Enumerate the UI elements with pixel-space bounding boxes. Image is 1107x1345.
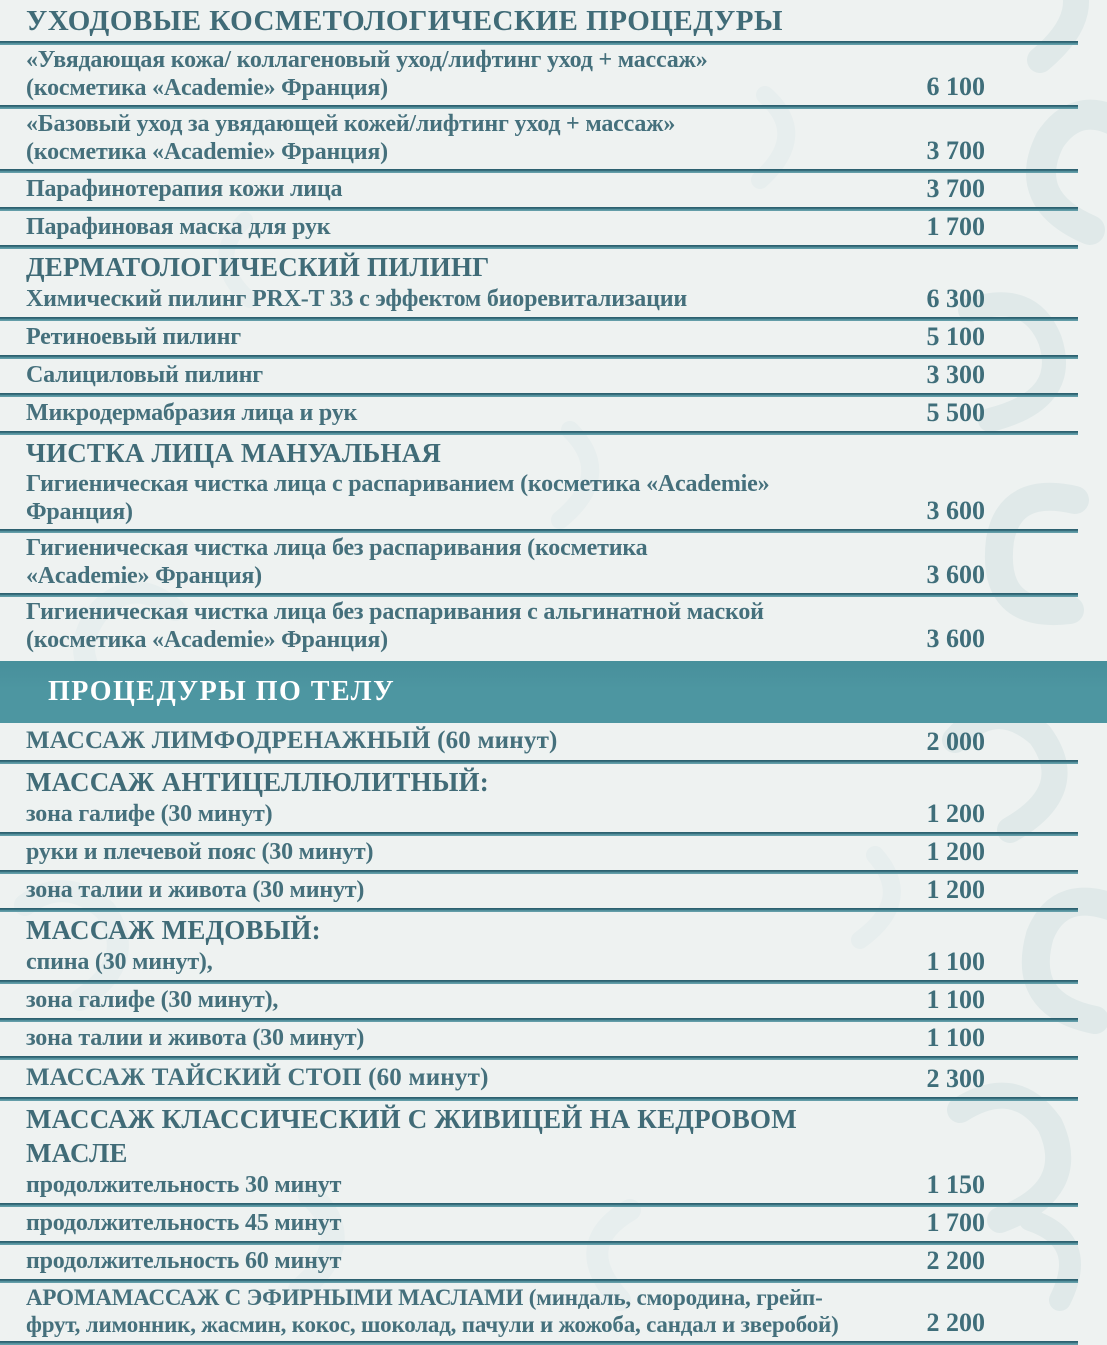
service-line: Ретиноевый пилинг bbox=[26, 324, 241, 350]
service-name bbox=[26, 360, 881, 390]
service-line: МАССАЖ ЛИМФОДРЕНАЖНЫЙ (60 минут) bbox=[26, 727, 558, 754]
service-name bbox=[26, 322, 881, 352]
price-value: 1 100 bbox=[926, 1023, 985, 1052]
service-name bbox=[26, 436, 881, 526]
price-value: 1 100 bbox=[926, 985, 985, 1014]
service-line: АРОМАМАССАЖ С ЭФИРНЫМИ МАСЛАМИ (миндаль, смородина, грейп- bbox=[26, 1285, 823, 1310]
price-row bbox=[0, 321, 1107, 355]
service-line: «Базовый уход за увядающей кожей/лифтинг уход + массаж» bbox=[26, 111, 676, 137]
service-name bbox=[26, 534, 881, 590]
body-section-banner bbox=[0, 661, 1107, 723]
service-name bbox=[26, 837, 881, 867]
price-row bbox=[0, 109, 1107, 169]
service-line: фрут, лимонник, жасмин, кокос, шоколад, пачули и жожоба, сандал и зверобой) bbox=[26, 1312, 839, 1337]
service-line: (косметика «Academie» Франция) bbox=[26, 75, 388, 101]
price-row bbox=[0, 597, 1107, 657]
service-name bbox=[26, 1023, 881, 1053]
service-name bbox=[26, 1208, 881, 1238]
section-header-anticellulite: МАССАЖ АНТИЦЕЛЛЮЛИТНЫЙ: bbox=[26, 767, 489, 797]
service-line: продолжительность 45 минут bbox=[26, 1210, 342, 1236]
price-row bbox=[0, 249, 1107, 317]
service-line: (косметика «Academie» Франция) bbox=[26, 139, 388, 165]
care-section-title: УХОДОВЫЕ КОСМЕТОЛОГИЧЕСКИЕ ПРОЦЕДУРЫ bbox=[26, 5, 783, 37]
price-value: 1 150 bbox=[926, 1170, 985, 1199]
price-value: 5 100 bbox=[926, 322, 985, 351]
service-name bbox=[26, 1284, 881, 1338]
service-name bbox=[26, 725, 881, 757]
price-value: 1 700 bbox=[926, 1208, 985, 1237]
service-line: зона галифе (30 минут) bbox=[26, 801, 273, 827]
price-row bbox=[0, 397, 1107, 431]
price-value: 6 100 bbox=[926, 72, 985, 101]
price-value: 1 100 bbox=[926, 947, 985, 976]
service-name bbox=[26, 174, 881, 204]
body-section-banner-label: ПРОЦЕДУРЫ ПО ТЕЛУ bbox=[48, 676, 396, 707]
price-value: 3 600 bbox=[926, 560, 985, 589]
price-value: 3 700 bbox=[926, 136, 985, 165]
price-row bbox=[0, 984, 1107, 1018]
price-row bbox=[0, 1060, 1107, 1097]
service-name bbox=[26, 1062, 881, 1094]
service-line: Парафинотерапия кожи лица bbox=[26, 176, 343, 202]
service-line: Салициловый пилинг bbox=[26, 362, 263, 388]
service-line: Гигиеническая чистка лица без распаривания с альгинатной маской bbox=[26, 599, 764, 625]
service-line: руки и плечевой пояс (30 минут) bbox=[26, 839, 374, 865]
service-line: продолжительность 30 минут bbox=[26, 1172, 342, 1198]
service-name bbox=[26, 765, 881, 829]
price-row bbox=[0, 1022, 1107, 1056]
service-name bbox=[26, 875, 881, 905]
service-line: Химический пилинг PRX-T 33 с эффектом биоревитализации bbox=[26, 286, 687, 312]
service-line: зона галифе (30 минут), bbox=[26, 987, 279, 1013]
service-name bbox=[26, 1246, 881, 1276]
price-row bbox=[0, 874, 1107, 908]
price-row bbox=[0, 1245, 1107, 1279]
price-value: 3 300 bbox=[926, 360, 985, 389]
price-row bbox=[0, 764, 1107, 832]
price-value: 2 300 bbox=[926, 1064, 985, 1093]
service-name bbox=[26, 250, 881, 314]
price-value: 3 700 bbox=[926, 174, 985, 203]
price-value: 6 300 bbox=[926, 284, 985, 313]
service-line: спина (30 минут), bbox=[26, 949, 213, 975]
price-row bbox=[0, 912, 1107, 980]
service-name bbox=[26, 110, 881, 166]
price-row bbox=[0, 173, 1107, 207]
service-name bbox=[26, 212, 881, 242]
service-line: Гигиеническая чистка лица без распаривания (косметика bbox=[26, 535, 648, 561]
price-value: 3 600 bbox=[926, 496, 985, 525]
price-value: 2 200 bbox=[926, 1308, 985, 1337]
price-row bbox=[0, 723, 1107, 760]
service-line: (косметика «Academie» Франция) bbox=[26, 627, 388, 653]
divider-rule bbox=[0, 1341, 1078, 1345]
price-value: 2 200 bbox=[926, 1246, 985, 1275]
price-row bbox=[0, 211, 1107, 245]
price-row bbox=[0, 45, 1107, 105]
price-value: 1 200 bbox=[926, 837, 985, 866]
price-row bbox=[0, 1207, 1107, 1241]
service-name bbox=[26, 46, 881, 102]
service-line: Гигиеническая чистка лица с распариванием (косметика «Academie» bbox=[26, 471, 770, 497]
price-value: 2 000 bbox=[926, 727, 985, 756]
service-name bbox=[26, 1102, 881, 1200]
price-row bbox=[0, 435, 1107, 529]
service-line: продолжительность 60 минут bbox=[26, 1248, 342, 1274]
price-row bbox=[0, 533, 1107, 593]
service-name bbox=[26, 598, 881, 654]
section-header-honey-massage: МАССАЖ МЕДОВЫЙ: bbox=[26, 915, 321, 945]
section-header-manual-cleaning: ЧИСТКА ЛИЦА МАНУАЛЬНАЯ bbox=[26, 438, 442, 468]
price-value: 3 600 bbox=[926, 624, 985, 653]
price-row bbox=[0, 1101, 1107, 1203]
section-header-classic-massage: МАССАЖ КЛАССИЧЕСКИЙ С ЖИВИЦЕЙ НА КЕДРОВОМ МАСЛЕ bbox=[26, 1104, 797, 1168]
care-section-title-row bbox=[0, 0, 1107, 41]
price-value: 5 500 bbox=[926, 398, 985, 427]
price-row bbox=[0, 1283, 1107, 1341]
price-value: 1 200 bbox=[926, 875, 985, 904]
price-row bbox=[0, 359, 1107, 393]
service-line: Парафиновая маска для рук bbox=[26, 214, 331, 240]
section-header-peeling: ДЕРМАТОЛОГИЧЕСКИЙ ПИЛИНГ bbox=[26, 252, 490, 282]
service-line: Франция) bbox=[26, 499, 133, 525]
service-name bbox=[26, 913, 881, 977]
service-line: «Academie» Франция) bbox=[26, 563, 262, 589]
service-line: МАССАЖ ТАЙСКИЙ СТОП (60 минут) bbox=[26, 1064, 489, 1091]
price-value: 1 700 bbox=[926, 212, 985, 241]
price-value: 1 200 bbox=[926, 799, 985, 828]
price-row bbox=[0, 836, 1107, 870]
service-line: зона талии и живота (30 минут) bbox=[26, 1025, 365, 1051]
service-line: Микродермабразия лица и рук bbox=[26, 400, 358, 426]
service-line: «Увядающая кожа/ коллагеновый уход/лифтинг уход + массаж» bbox=[26, 47, 708, 73]
service-line: зона талии и живота (30 минут) bbox=[26, 877, 365, 903]
service-name bbox=[26, 985, 881, 1015]
service-name bbox=[26, 398, 881, 428]
